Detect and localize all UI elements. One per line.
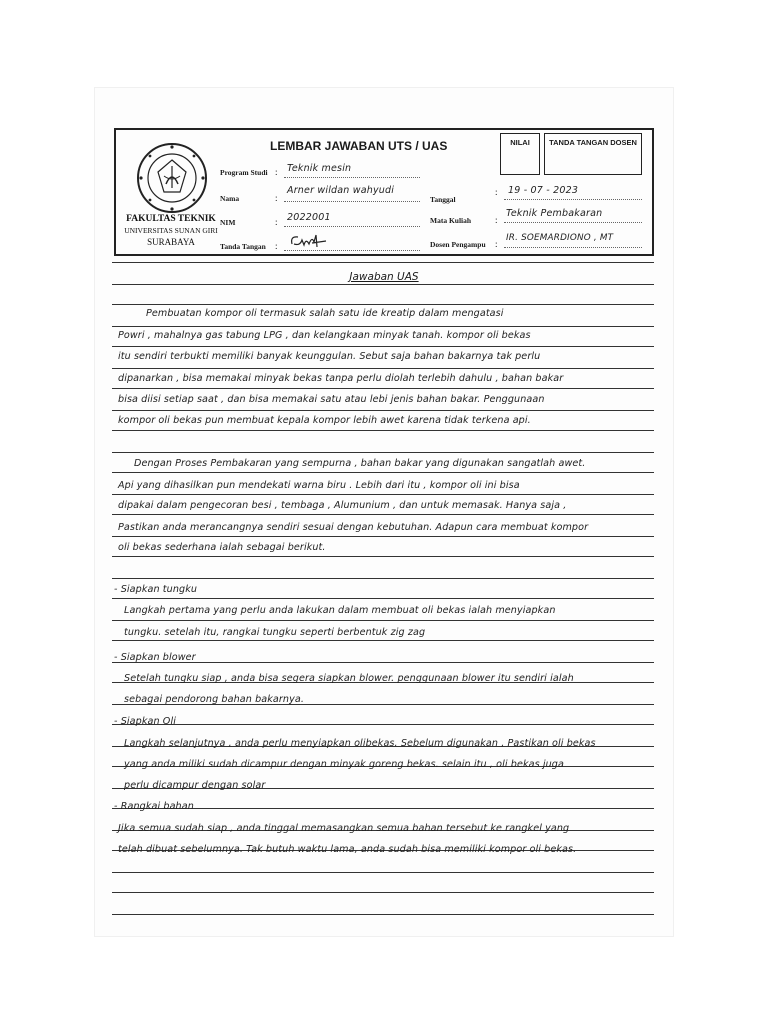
answer-line: telah dibuat sebelumnya. Tak butuh waktu lama, anda sudah bisa memiliki kompor oli bekas.	[118, 844, 577, 855]
ruled-line	[112, 388, 654, 389]
answer-line: Dengan Proses Pembakaran yang sempurna , bahan bakar yang digunakan sangatlah awet.	[134, 458, 586, 469]
answer-line: Api yang dihasilkan pun mendekati warna biru . Lebih dari itu , kompor oli ini bisa	[118, 480, 520, 491]
field-value-dosen-pengampu: IR. SOEMARDIONO , MT	[506, 233, 614, 243]
ruled-line	[112, 494, 654, 495]
field-value-tanggal: 19 - 07 - 2023	[508, 185, 579, 196]
colon: :	[275, 167, 278, 177]
ruled-line	[112, 640, 654, 641]
ruled-line	[112, 346, 654, 347]
answer-line: Langkah selanjutnya , anda perlu menyiapkan olibekas. Sebelum digunakan , Pastikan oli bekas	[124, 738, 596, 749]
ruled-line	[112, 872, 654, 873]
answer-step-heading: - Siapkan Oli	[114, 716, 176, 727]
ruled-line	[112, 536, 654, 537]
field-value-mata-kuliah: Teknik Pembakaran	[506, 208, 603, 219]
ruled-line	[112, 620, 654, 621]
ruled-line	[112, 304, 654, 305]
answer-line: bisa diisi setiap saat , dan bisa memakai satu atau lebi jenis bahan bakar. Penggunaan	[118, 394, 545, 405]
dotted-line	[284, 177, 420, 178]
field-label-nim: NIM	[220, 218, 236, 227]
colon: :	[495, 215, 498, 225]
faculty-name: FAKULTAS TEKNIK	[126, 214, 216, 224]
answer-line: Powri , mahalnya gas tabung LPG , dan kelangkaan minyak tanah. kompor oli bekas	[118, 330, 531, 341]
answer-step-heading: - Siapkan tungku	[114, 584, 198, 595]
ruled-line	[112, 284, 654, 285]
grade-box	[500, 133, 540, 175]
ruled-line	[112, 410, 654, 411]
ruled-line	[112, 368, 654, 369]
university-seal-icon	[136, 142, 208, 214]
colon: :	[495, 187, 498, 197]
colon: :	[275, 217, 278, 227]
colon: :	[495, 239, 498, 249]
ruled-line	[112, 430, 654, 431]
lecturer-signature-label: TANDA TANGAN DOSEN	[549, 138, 637, 147]
answer-line: kompor oli bekas pun membuat kepala kompor lebih awet karena tidak terkena api.	[118, 415, 531, 426]
ruled-line	[112, 724, 654, 725]
field-label-nama: Nama	[220, 194, 240, 203]
ruled-line	[112, 556, 654, 557]
field-label-tanda-tangan: Tanda Tangan	[220, 242, 266, 251]
ruled-line	[112, 578, 654, 579]
field-value-program-studi: Teknik mesin	[287, 163, 352, 174]
field-label-dosen-pengampu: Dosen Pengampu	[430, 240, 486, 249]
ruled-line	[112, 326, 654, 327]
city-name: SURABAYA	[147, 237, 195, 247]
colon: :	[275, 193, 278, 203]
field-label-program-studi: Program Studi	[220, 168, 268, 177]
answer-step-heading: - Rangkai bahan	[114, 801, 194, 812]
university-name: UNIVERSITAS SUNAN GIRI	[124, 226, 218, 235]
ruled-line	[112, 514, 654, 515]
answer-line: itu sendiri terbukti memiliki banyak keunggulan. Sebut saja bahan bakarnya tak perlu	[118, 351, 541, 362]
answer-line: Setelah tungku siap , anda bisa segera siapkan blower. penggunaan blower itu sendiri ialah	[124, 673, 574, 684]
answer-line: perlu dicampur dengan solar	[124, 780, 266, 791]
ruled-line	[112, 598, 654, 599]
dotted-line	[504, 247, 642, 248]
ruled-line	[112, 472, 654, 473]
answer-line: dipanarkan , bisa memakai minyak bekas tanpa perlu diolah terlebih dahulu , bahan bakar	[118, 373, 564, 384]
field-value-nama: Arner wildan wahyudi	[287, 185, 395, 196]
dotted-line	[284, 226, 420, 227]
answer-line: sebagai pendorong bahan bakarnya.	[124, 694, 305, 705]
field-label-mata-kuliah: Mata Kuliah	[430, 216, 472, 225]
ruled-line	[112, 452, 654, 453]
answer-line: Pembuatan kompor oli termasuk salah satu ide kreatip dalam mengatasi	[146, 308, 504, 319]
dotted-line	[504, 222, 642, 223]
dotted-line	[284, 201, 420, 202]
grade-label: NILAI	[510, 138, 530, 147]
field-label-tanggal: Tanggal	[430, 195, 456, 204]
answer-heading-wrap	[0, 265, 768, 284]
dotted-line	[284, 250, 420, 251]
answer-step-heading: - Siapkan blower	[114, 652, 196, 663]
answer-line: oli bekas sederhana ialah sebagai berikut.	[118, 542, 326, 553]
answer-line: yang anda miliki sudah dicampur dengan minyak goreng bekas. selain itu , oli bekas juga	[124, 759, 564, 770]
colon: :	[275, 241, 278, 251]
dotted-line	[504, 199, 642, 200]
lecturer-signature-box	[544, 133, 642, 175]
answer-line: Langkah pertama yang perlu anda lakukan dalam membuat oli bekas ialah menyiapkan	[124, 605, 556, 616]
answer-line: dipakai dalam pengecoran besi , tembaga , Alumunium , dan untuk memasak. Hanya saja ,	[118, 500, 567, 511]
answer-line: Pastikan anda merancangnya sendiri sesuai dengan kebutuhan. Adapun cara membuat kompor	[118, 522, 589, 533]
field-value-nim: 2022001	[287, 212, 331, 223]
ruled-line	[112, 914, 654, 915]
answer-line: Jika semua sudah siap , anda tinggal memasangkan semua bahan tersebut ke rangkel yang	[118, 823, 570, 834]
answer-line: tungku. setelah itu, rangkai tungku seperti berbentuk zig zag	[124, 627, 426, 638]
sheet-title: LEMBAR JAWABAN UTS / UAS	[270, 139, 448, 153]
answer-heading: Jawaban UAS	[349, 271, 419, 283]
ruled-line	[112, 262, 654, 263]
ruled-line	[112, 892, 654, 893]
student-signature-icon	[286, 232, 334, 250]
